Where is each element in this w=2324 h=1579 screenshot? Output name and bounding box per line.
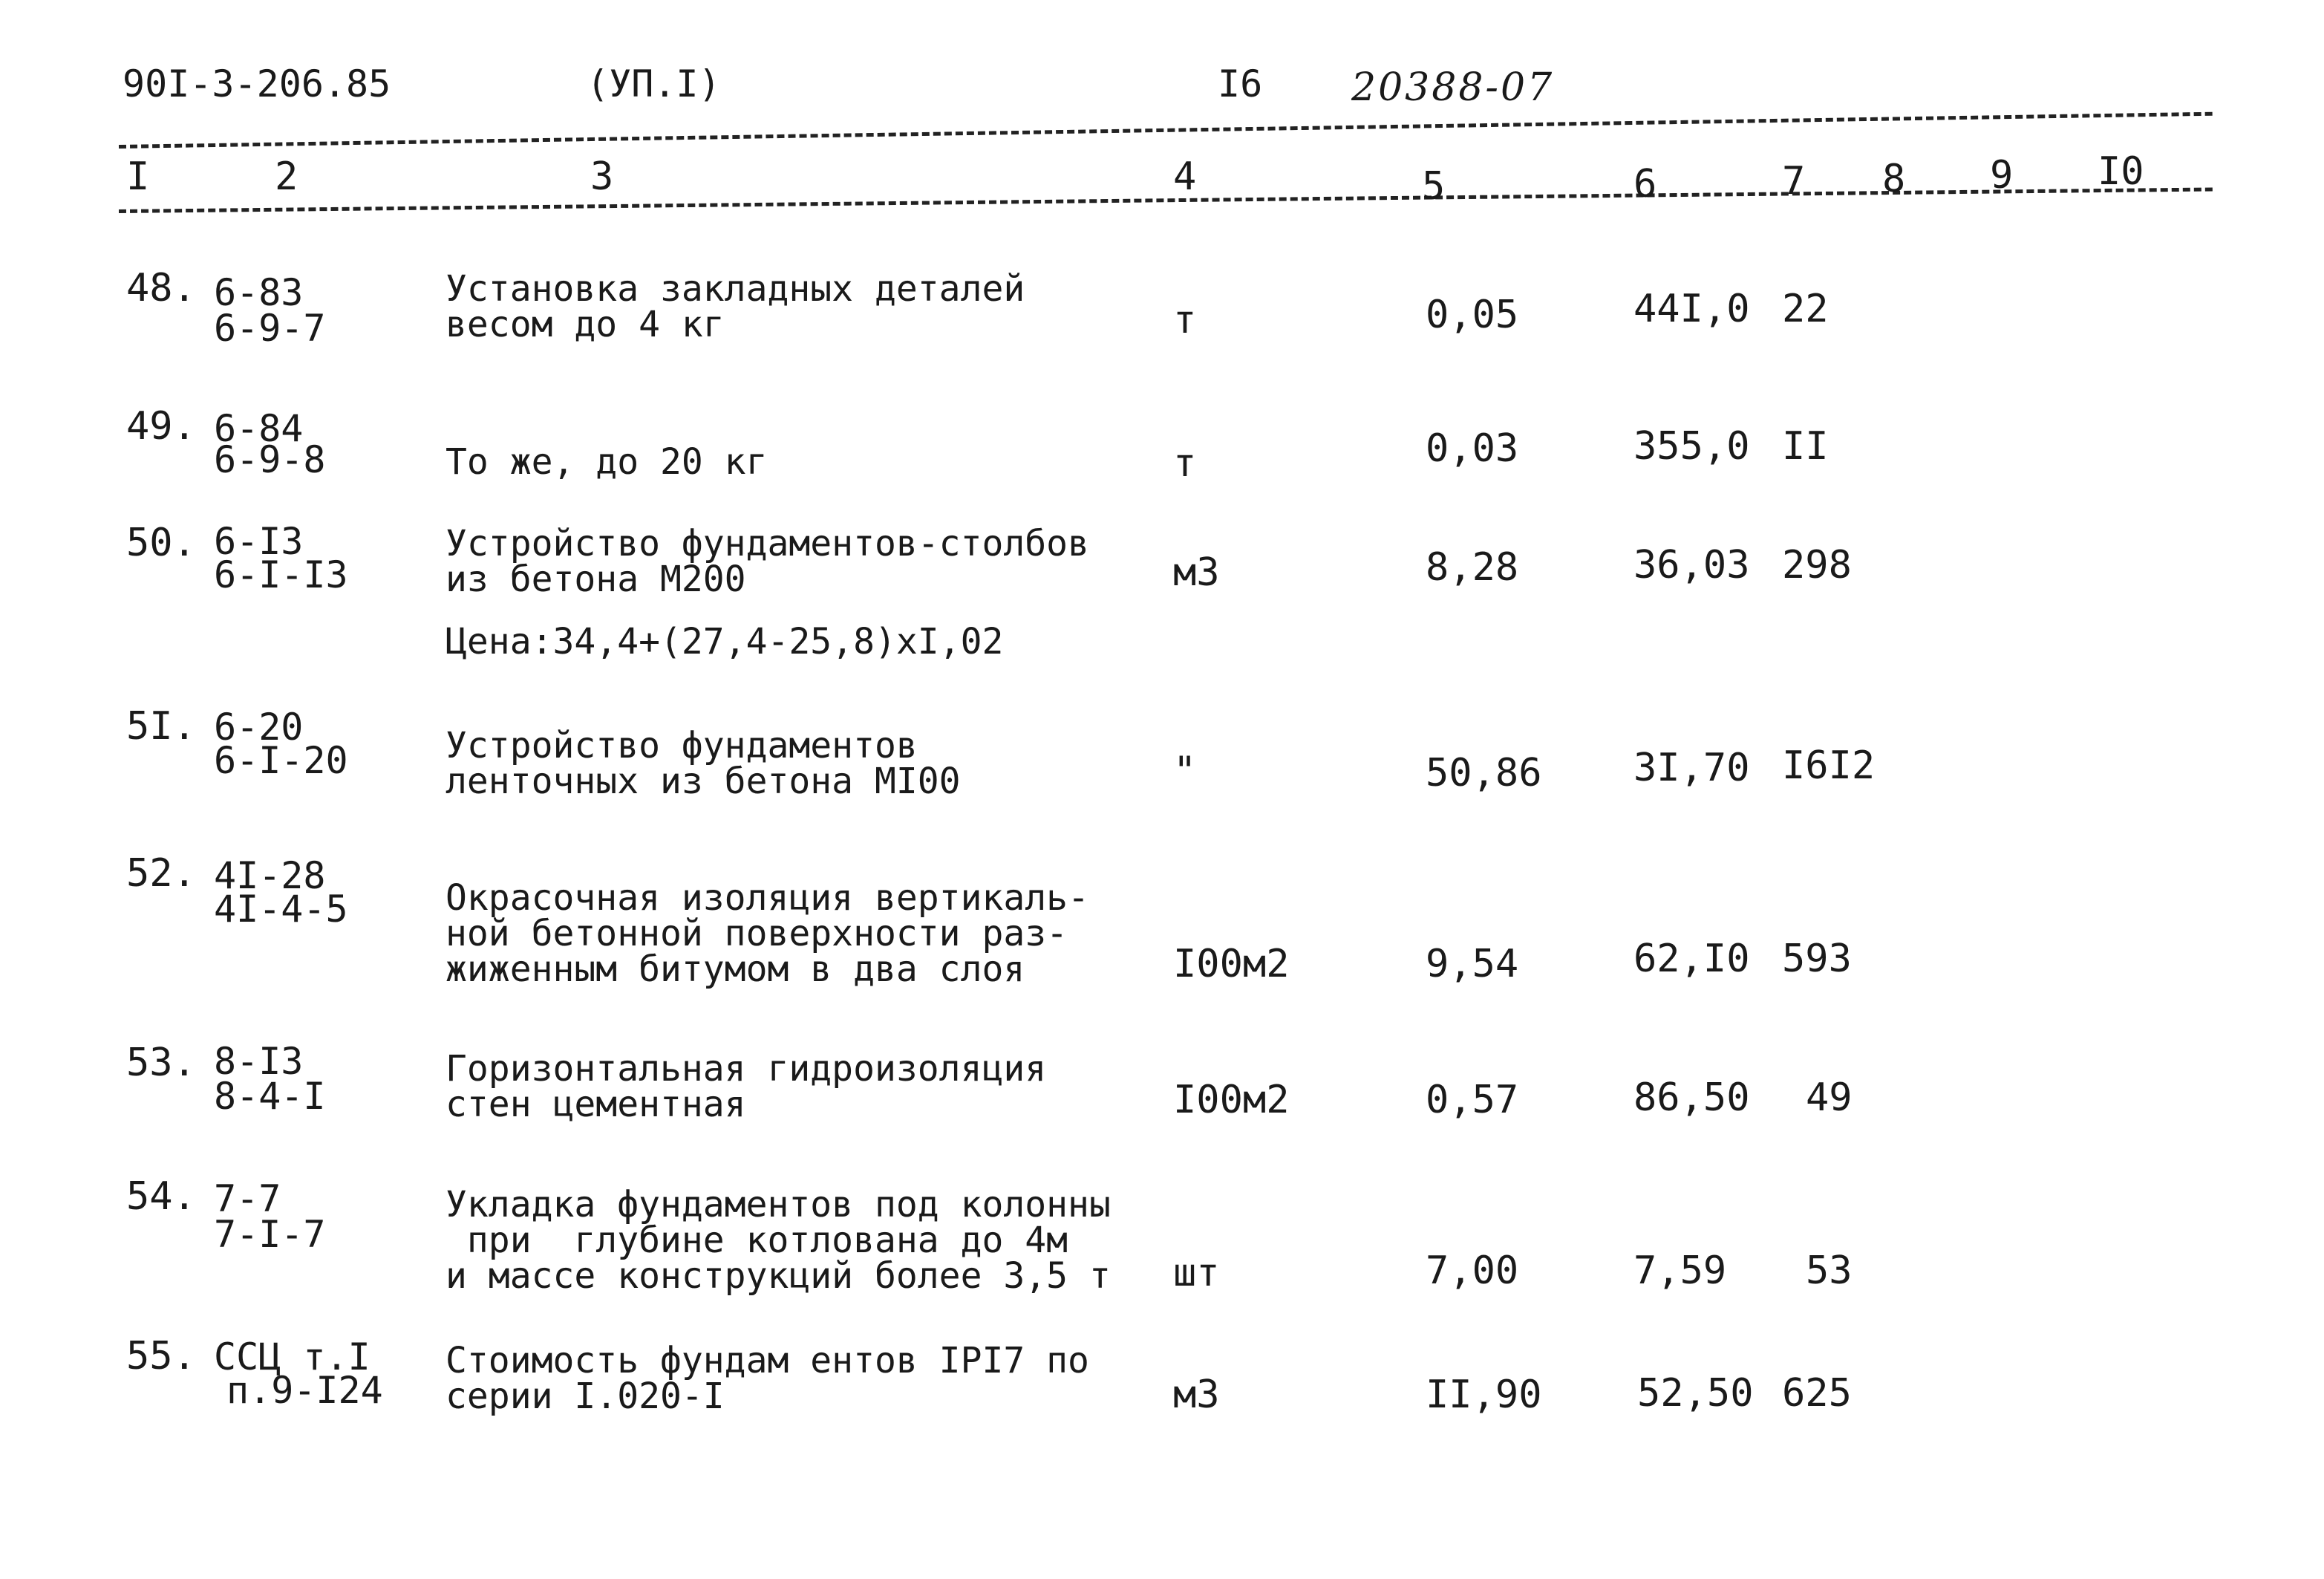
inventory-number: 20388-07 xyxy=(1351,65,1555,110)
row-number: 54. xyxy=(126,1174,196,1219)
column-number: 2 xyxy=(275,154,298,199)
unit-price: 86,50 xyxy=(1633,1075,1750,1120)
price-code: п.9-I24 xyxy=(226,1369,383,1412)
total-cost: I6I2 xyxy=(1782,743,1876,788)
price-code: 6-9-7 xyxy=(214,307,326,350)
unit: шт xyxy=(1173,1251,1220,1295)
quantity: 0,57 xyxy=(1426,1078,1519,1122)
row-number: 49. xyxy=(126,404,196,449)
norm-code: 6-84 xyxy=(214,407,304,450)
work-description: Укладка фундаментов под колонны xyxy=(445,1184,1111,1225)
work-description: весом до 4 кг xyxy=(445,304,725,345)
quantity: II,90 xyxy=(1426,1373,1542,1417)
work-description: из бетона М200 xyxy=(445,559,746,600)
row-number: 50. xyxy=(126,521,196,565)
total-cost: 53 xyxy=(1806,1248,1853,1293)
column-number: 9 xyxy=(1990,153,2014,198)
row-number: 55. xyxy=(126,1334,196,1378)
column-number: 7 xyxy=(1782,159,1806,204)
unit-price: 44I,0 xyxy=(1633,287,1750,331)
work-description: Окрасочная изоляция вертикаль- xyxy=(445,877,1089,919)
price-code: 6-I-I3 xyxy=(214,553,348,596)
unit: " xyxy=(1173,749,1197,793)
work-description: Горизонтальная гидроизоляция xyxy=(445,1048,1047,1090)
unit-price: 36,03 xyxy=(1633,543,1750,587)
work-description: Установка закладных деталей xyxy=(445,268,1025,310)
work-description: ной бетонной поверхности раз- xyxy=(445,913,1068,954)
work-description: Стоимость фундам ентов IPI7 по xyxy=(445,1340,1089,1381)
column-number: 3 xyxy=(590,154,614,199)
total-cost: 22 xyxy=(1782,287,1829,331)
norm-code: 6-I3 xyxy=(214,520,304,563)
total-cost: 49 xyxy=(1806,1075,1853,1120)
work-description: Устройство фундаментов xyxy=(445,725,918,766)
work-description: стен цементная xyxy=(445,1084,746,1125)
column-number: 8 xyxy=(1882,157,1906,201)
unit-price: 355,0 xyxy=(1633,424,1750,469)
work-description: То же, до 20 кг xyxy=(445,441,768,483)
price-formula: Цена:34,4+(27,4-25,8)хI,02 xyxy=(445,621,1004,662)
unit-price: 3I,70 xyxy=(1633,746,1750,790)
unit-price: 62,I0 xyxy=(1633,937,1750,981)
total-cost: 298 xyxy=(1782,543,1852,587)
row-number: 53. xyxy=(126,1041,196,1085)
quantity: 7,00 xyxy=(1426,1248,1519,1293)
column-number: 4 xyxy=(1173,154,1197,199)
work-description: при глубине котлована до 4м xyxy=(445,1220,1068,1261)
column-number: I xyxy=(126,154,150,199)
album-label: (УП.I) xyxy=(587,62,721,105)
total-cost: II xyxy=(1782,424,1829,469)
norm-code: ССЦ т.I xyxy=(214,1335,371,1378)
work-description: жиженным битумом в два слоя xyxy=(445,948,1025,990)
column-number: I0 xyxy=(2098,149,2144,194)
quantity: 9,54 xyxy=(1426,942,1519,986)
quantity: 0,05 xyxy=(1426,293,1519,337)
unit: м3 xyxy=(1173,550,1220,595)
unit: м3 xyxy=(1173,1373,1220,1417)
norm-code: 6-83 xyxy=(214,271,304,314)
quantity: 50,86 xyxy=(1426,751,1542,795)
norm-code: 6-20 xyxy=(214,706,304,749)
norm-code: 7-7 xyxy=(214,1177,281,1220)
norm-code: 8-I3 xyxy=(214,1040,304,1083)
quantity: 8,28 xyxy=(1426,545,1519,590)
price-code: 4I-4-5 xyxy=(214,888,348,931)
header-rule-top xyxy=(119,112,2213,149)
unit: I00м2 xyxy=(1173,942,1290,986)
price-code: 6-I-20 xyxy=(214,739,348,782)
total-cost: 593 xyxy=(1782,937,1852,981)
unit-price: 52,50 xyxy=(1637,1371,1754,1416)
row-number: 52. xyxy=(126,851,196,896)
total-cost: 625 xyxy=(1782,1371,1852,1416)
unit: т xyxy=(1173,441,1197,486)
work-description: ленточных из бетона МI00 xyxy=(445,761,961,802)
unit: т xyxy=(1173,298,1197,342)
column-number: 5 xyxy=(1422,164,1446,209)
work-description: Устройство фундаментов-столбов xyxy=(445,523,1089,564)
unit-price: 7,59 xyxy=(1633,1248,1727,1293)
page-number: I6 xyxy=(1218,62,1263,105)
unit: I00м2 xyxy=(1173,1078,1290,1122)
price-code: 7-I-7 xyxy=(214,1213,326,1256)
row-number: 48. xyxy=(126,266,196,310)
norm-code: 4I-28 xyxy=(214,854,326,897)
column-number: 6 xyxy=(1633,162,1657,206)
document-code: 90I-3-206.85 xyxy=(123,62,391,105)
price-code: 8-4-I xyxy=(214,1075,326,1118)
price-code: 6-9-8 xyxy=(214,438,326,481)
quantity: 0,03 xyxy=(1426,426,1519,471)
row-number: 5I. xyxy=(126,704,196,749)
work-description: серии I.020-I xyxy=(445,1375,725,1417)
work-description: и массе конструкций более 3,5 т xyxy=(445,1255,1111,1297)
